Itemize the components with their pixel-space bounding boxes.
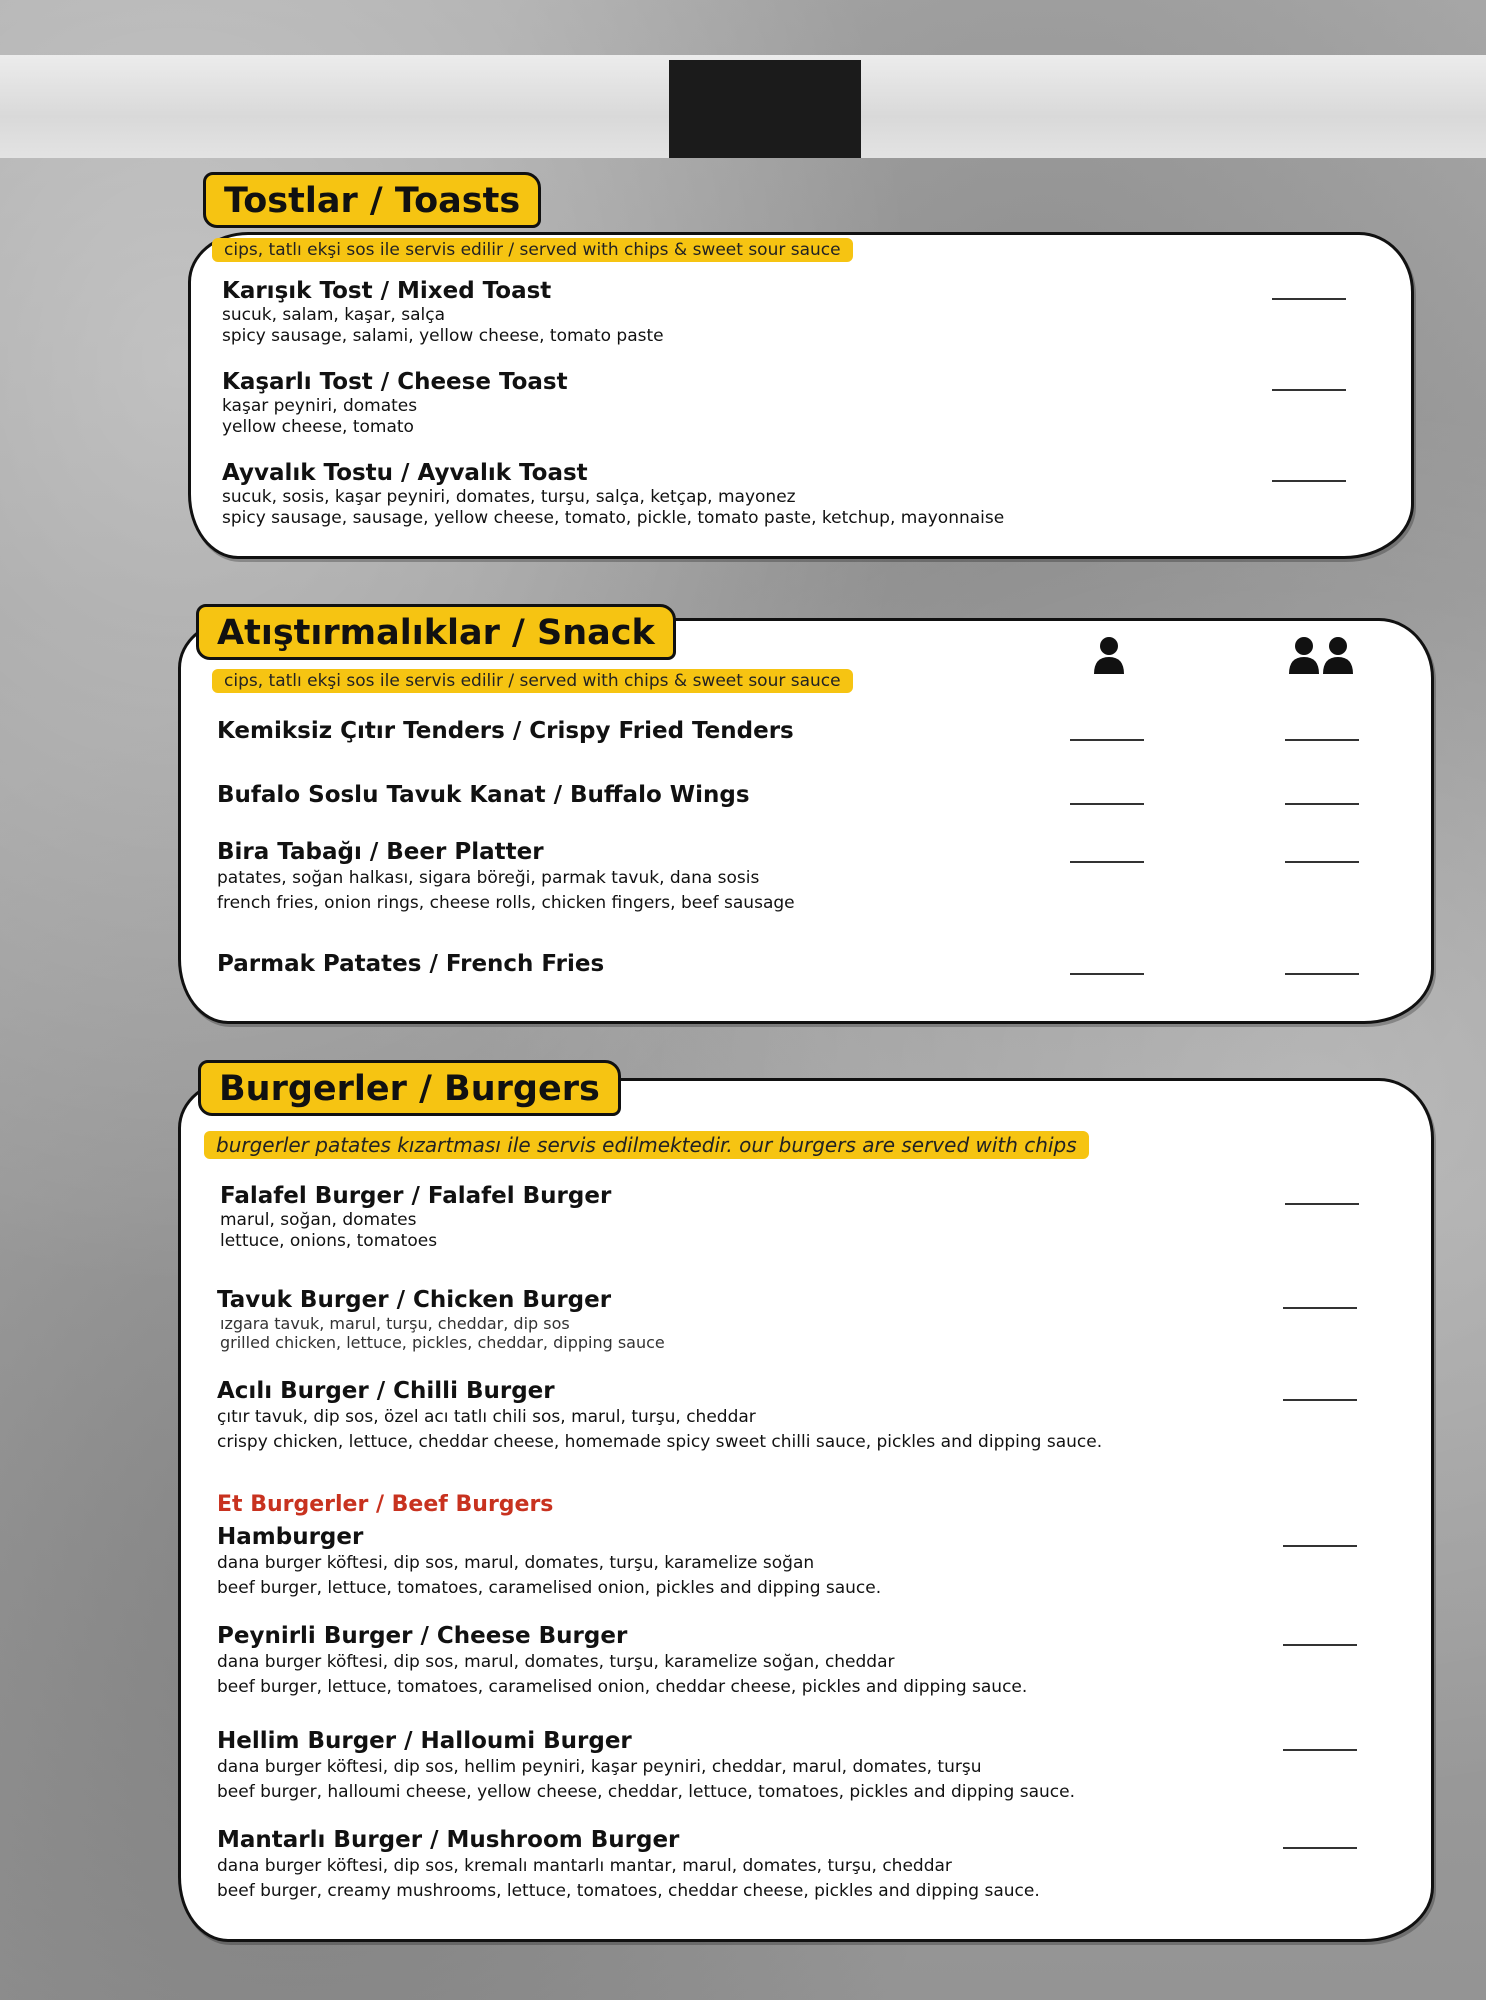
single-person-icon [1092,636,1126,676]
snack-title: Atıştırmalıklar / Snack [196,604,676,660]
menu-item-hamburger: Hamburger dana burger köftesi, dip sos, marul, domates, turşu, karamelize soğan beef burger, lettuce, tomatoes, caramelised onion, pickles and dipping sauce. [217,1524,882,1598]
menu-item-chilli-burger: Acılı Burger / Chilli Burger çıtır tavuk, dip sos, özel acı tatlı chili sos, marul, turşu, cheddar crispy chicken, lettuce, cheddar cheese, homemade spicy sweet chilli sauce, pickles and dipping sauce. [217,1378,1103,1452]
price-line-single [1070,973,1144,975]
price-line [1272,389,1346,391]
menu-item-chicken-burger: Tavuk Burger / Chicken Burger ızgara tavuk, marul, turşu, cheddar, dip sos grilled chicken, lettuce, pickles, cheddar, dipping sauce [217,1287,665,1352]
menu-item-ayvalik-toast: Ayvalık Tostu / Ayvalık Toast sucuk, sosis, kaşar peyniri, domates, turşu, salça, ketçap, mayonez spicy sausage, sausage, yellow cheese, tomato, pickle, tomato paste, ketchup, mayonnaise [222,460,1005,528]
menu-item-crispy-tenders: Kemiksiz Çıtır Tenders / Crispy Fried Tenders [217,718,794,744]
price-line-double [1285,803,1359,805]
price-line-single [1070,861,1144,863]
price-line [1272,480,1346,482]
snack-note: cips, tatlı ekşi sos ile servis edilir / served with chips & sweet sour sauce [212,669,853,693]
price-line [1283,1644,1357,1646]
burgers-note: burgerler patates kızartması ile servis edilmektedir. our burgers are served with chips [204,1131,1089,1159]
price-line [1272,298,1346,300]
price-line [1283,1399,1357,1401]
price-line-single [1070,803,1144,805]
price-line [1283,1847,1357,1849]
menu-item-mixed-toast: Karışık Tost / Mixed Toast sucuk, salam, kaşar, salça spicy sausage, salami, yellow cheese, tomato paste [222,278,664,346]
menu-item-cheese-toast: Kaşarlı Tost / Cheese Toast kaşar peyniri, domates yellow cheese, tomato [222,369,568,437]
price-line-single [1070,739,1144,741]
price-line-double [1285,861,1359,863]
price-line [1283,1749,1357,1751]
menu-item-halloumi-burger: Hellim Burger / Halloumi Burger dana burger köftesi, dip sos, hellim peyniri, kaşar peyniri, cheddar, marul, domates, turşu beef burger, halloumi cheese, yellow cheese, cheddar, lettuce, tomatoes, pickles and dipping sauce. [217,1728,1075,1802]
toasts-note: cips, tatlı ekşi sos ile servis edilir / served with chips & sweet sour sauce [212,238,853,262]
menu-item-mushroom-burger: Mantarlı Burger / Mushroom Burger dana burger köftesi, dip sos, kremalı mantarlı mantar, marul, domates, turşu, cheddar beef burger, creamy mushrooms, lettuce, tomatoes, cheddar cheese, pickles and dipping sauce. [217,1827,1040,1901]
price-line [1283,1307,1357,1309]
price-line-double [1285,739,1359,741]
menu-item-falafel-burger: Falafel Burger / Falafel Burger marul, soğan, domates lettuce, onions, tomatoes [220,1183,612,1251]
two-persons-icon [1288,636,1356,676]
price-line [1283,1545,1357,1547]
price-line [1285,1203,1359,1205]
burgers-title: Burgerler / Burgers [198,1060,621,1116]
toasts-title: Tostlar / Toasts [203,172,541,228]
menu-item-beer-platter: Bira Tabağı / Beer Platter patates, soğan halkası, sigara böreği, parmak tavuk, dana sosis french fries, onion rings, cheese rolls, chicken fingers, beef sausage [217,839,795,913]
menu-item-cheese-burger: Peynirli Burger / Cheese Burger dana burger köftesi, dip sos, marul, domates, turşu, karamelize soğan, cheddar beef burger, lettuce, tomatoes, caramelised onion, cheddar cheese, pickles and dipping sauce. [217,1623,1028,1697]
beef-burgers-subtitle: Et Burgerler / Beef Burgers [217,1492,554,1517]
menu-item-french-fries: Parmak Patates / French Fries [217,951,605,977]
logo-placeholder [669,60,861,158]
price-line-double [1285,973,1359,975]
menu-item-buffalo-wings: Bufalo Soslu Tavuk Kanat / Buffalo Wings [217,782,750,808]
